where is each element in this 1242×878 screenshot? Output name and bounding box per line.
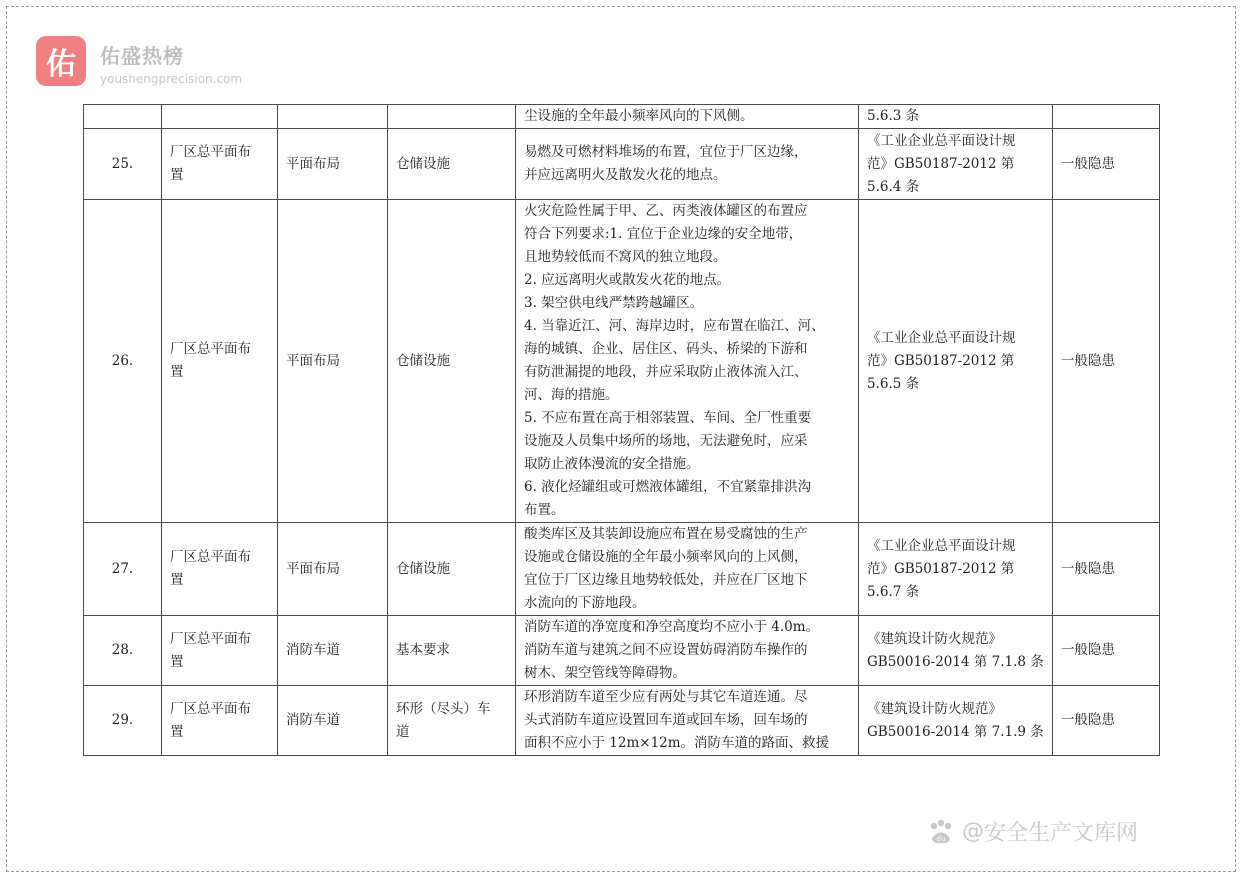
item-cell: 平面布局 xyxy=(278,129,388,200)
category-cell xyxy=(162,105,278,129)
hazard-level-cell: 一般隐患 xyxy=(1053,129,1160,200)
table-row xyxy=(84,616,1160,686)
requirement-cell: 尘设施的全年最小频率风向的下风侧。 xyxy=(516,105,859,129)
category-cell: 厂区总平面布 置 xyxy=(162,686,278,756)
category-cell: 厂区总平面布 置 xyxy=(162,616,278,686)
basis-cell: 《工业企业总平面设计规 范》GB50187-2012 第 5.6.4 条 xyxy=(859,129,1053,200)
hazard-level-cell xyxy=(1053,105,1160,129)
hazard-level-cell: 一般隐患 xyxy=(1053,616,1160,686)
brand-name: 佑盛热榜 xyxy=(100,44,184,68)
category-cell: 厂区总平面布 置 xyxy=(162,523,278,616)
requirement-cell: 易燃及可燃材料堆场的布置，宜位于厂区边缘， 并应远离明火及散发火花的地点。 xyxy=(516,129,859,200)
row-number: 25. xyxy=(84,129,162,200)
table-row xyxy=(84,523,1160,616)
subitem-cell xyxy=(388,105,516,129)
basis-cell: 《工业企业总平面设计规 范》GB50187-2012 第 5.6.5 条 xyxy=(859,200,1053,523)
paw-icon xyxy=(926,817,956,847)
item-cell: 平面布局 xyxy=(278,200,388,523)
basis-cell: 《建筑设计防火规范》 GB50016-2014 第 7.1.9 条 xyxy=(859,686,1053,756)
hazard-level-cell: 一般隐患 xyxy=(1053,200,1160,523)
category-cell: 厂区总平面布 置 xyxy=(162,200,278,523)
table-row xyxy=(84,129,1160,200)
requirement-cell: 火灾危险性属于甲、乙、丙类液体罐区的布置应 符合下列要求:1. 宜位于企业边缘的安全地带， 且地势较低而不窝风的独立地段。 2. 应远离明火或散发火花的地点。 3. 架空供电线严禁跨越罐区。 4. 当靠近江、河、海岸边时，应布置在临江、河、 海的城镇、企业、居住区、码头、桥梁的下游和 有防泄漏提的地段，并应采取防止液体流入江、 河、海的措施。 5. 不应布置在高于相邻装置、车间、全厂性重要 设施及人员集中场所的场地，无法避免时，应采 取防止液体漫流的安全措施。 6. 液化烃罐组或可燃液体罐组，不宜紧靠排洪沟 布置。 xyxy=(516,200,859,523)
item-cell: 平面布局 xyxy=(278,523,388,616)
subitem-cell: 仓储设施 xyxy=(388,523,516,616)
item-cell: 消防车道 xyxy=(278,616,388,686)
watermark-text: 安全生产文库网 xyxy=(984,821,1139,846)
requirement-cell: 酸类库区及其装卸设施应布置在易受腐蚀的生产 设施或仓储设施的全年最小频率风向的上风侧， 宜位于厂区边缘且地势较低处，并应在厂区地下 水流向的下游地段。 xyxy=(516,523,859,616)
row-number xyxy=(84,105,162,129)
requirement-cell: 消防车道的净宽度和净空高度均不应小于 4.0m。 消防车道与建筑之间不应设置妨碍消防车操作的 树木、架空管线等障碍物。 xyxy=(516,616,859,686)
subitem-cell: 基本要求 xyxy=(388,616,516,686)
row-number: 28. xyxy=(84,616,162,686)
subitem-cell: 环形（尽头）车 道 xyxy=(388,686,516,756)
subitem-cell: 仓储设施 xyxy=(388,200,516,523)
row-number: 26. xyxy=(84,200,162,523)
hazard-level-cell: 一般隐患 xyxy=(1053,523,1160,616)
category-cell: 厂区总平面布 置 xyxy=(162,129,278,200)
table-row xyxy=(84,686,1160,756)
brand-url: youshengprecision.com xyxy=(100,72,243,86)
brand-logo xyxy=(36,36,86,86)
brand-logo-char: 佑 xyxy=(46,47,76,82)
basis-cell: 5.6.3 条 xyxy=(859,105,1053,129)
requirement-cell: 环形消防车道至少应有两处与其它车道连通。尽 头式消防车道应设置回车道或回车场，回车场的 面积不应小于 12m×12m。消防车道的路面、救援 xyxy=(516,686,859,756)
watermark-at: @ xyxy=(962,819,984,844)
table-row xyxy=(84,200,1160,523)
hazard-level-cell: 一般隐患 xyxy=(1053,686,1160,756)
item-cell: 消防车道 xyxy=(278,686,388,756)
basis-cell: 《工业企业总平面设计规 范》GB50187-2012 第 5.6.7 条 xyxy=(859,523,1053,616)
basis-cell: 《建筑设计防火规范》 GB50016-2014 第 7.1.8 条 xyxy=(859,616,1053,686)
item-cell xyxy=(278,105,388,129)
row-number: 27. xyxy=(84,523,162,616)
hazard-table xyxy=(83,104,1160,756)
svg-text:du: du xyxy=(936,834,946,843)
table-row xyxy=(84,105,1160,129)
subitem-cell: 仓储设施 xyxy=(388,129,516,200)
row-number: 29. xyxy=(84,686,162,756)
watermark xyxy=(926,816,1138,847)
